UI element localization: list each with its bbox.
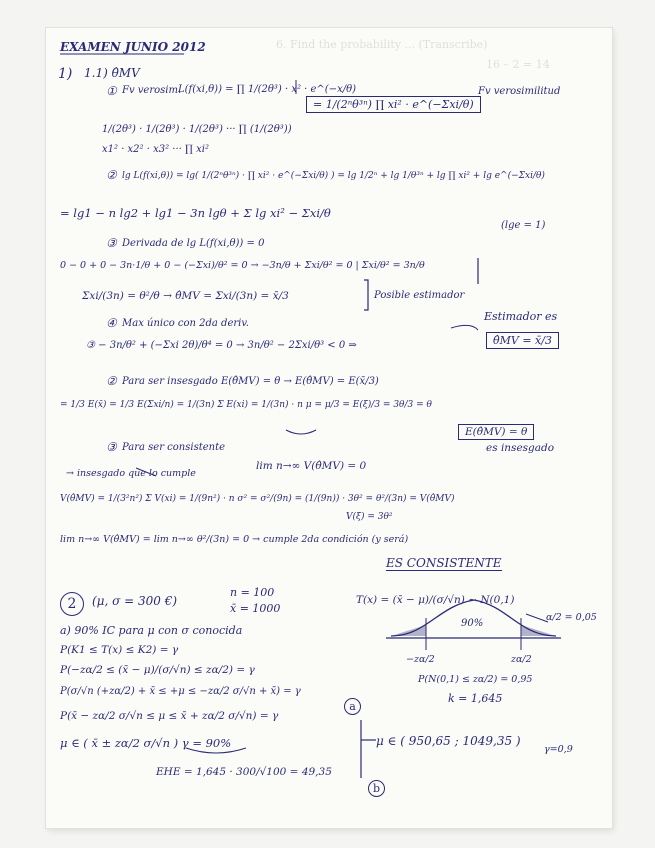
q2-result: μ ∈ ( 950,65 ; 1049,35 ): [376, 734, 521, 748]
s1-product-line: 1/(2θ³) · 1/(2θ³) · 1/(2θ³) ··· ∏ (1/(2θ³)): [102, 124, 292, 135]
part3-variance: V(θ̂MV) = 1/(3²n²) Σ V(xi) = 1/(9n²) · n σ² = σ²/(9n) = (1/(9n)) · 3θ² = θ²/(3n) = V(θ̂MV): [60, 494, 455, 504]
q2-n: n = 100: [230, 586, 275, 599]
ghost-text-right: 16 – 2 = 14: [486, 58, 550, 71]
s2-marker: ②: [106, 168, 117, 182]
s1-xs-line: x1² · x2² · x3² ··· ∏ xi²: [102, 144, 209, 155]
part2-equation: = 1/3 E(x̄) = 1/3 E(Σxi/n) = 1/(3n) Σ E(xi) = 1/(3n) · n μ = μ/3 = E(ξ)/3 = 3θ/3 = θ: [60, 400, 432, 410]
s3-estimator-label: Estimador es: [484, 310, 558, 323]
part3-conclusion: ES CONSISTENTE: [386, 556, 502, 570]
q2-eq5: μ ∈ ( x̄ ± zα/2 σ/√n ) γ = 90%: [60, 736, 232, 750]
q2-curve-label: 90%: [461, 618, 484, 629]
part3-insesgado-note: → insesgado que lo cumple: [66, 468, 196, 479]
q2-k: k = 1,645: [448, 692, 503, 705]
q2-eq2: P(−zα/2 ≤ (x̄ − μ)/(σ/√n) ≤ zα/2) = γ: [60, 664, 255, 676]
part3-title: Para ser consistente: [122, 442, 226, 453]
s2-note: (lge = 1): [501, 220, 546, 231]
part3-marker: ③: [106, 440, 117, 454]
q2-b-tag: b: [368, 780, 385, 797]
q2-eq3: P(σ/√n (+zα/2) + x̄ ≤ +μ ≤ −zα/2 σ/√n + x̄) = γ: [60, 686, 301, 697]
q2-statistic: T(x) = (x̄ − μ)/(σ/√n) ∼ N(0,1): [356, 594, 515, 606]
q2-left-z: −zα/2: [406, 654, 435, 665]
q2-alpha-note: α/2 = 0,05: [546, 612, 597, 623]
q2-a-tag: a: [344, 698, 361, 715]
s2-equation: lg L(f(xi,θ)) = lg( 1/(2ⁿθ³ⁿ) · ∏ xi² · e^(−Σxi/θ) ) = lg 1/2ⁿ + lg 1/θ³ⁿ + lg ∏ xi² + lg e^(−Σxi/θ): [122, 171, 545, 181]
q1-part-label: 1.1) θ̂MV: [84, 66, 140, 80]
q2-eq4: P(x̄ − zα/2 σ/√n ≤ μ ≤ x̄ + zα/2 σ/√n) = γ: [60, 710, 279, 722]
s1-fv-label: Fv verosim.: [122, 85, 182, 96]
s4-equation: ③ − 3n/θ² + (−Σxi 2θ)/θ⁴ = 0 → 3n/θ² − 2Σxi/θ³ < 0 ⇒: [86, 340, 357, 351]
q2-eq1: P(K1 ≤ T(x) ≤ K2) = γ: [60, 644, 179, 656]
s1-marker: ①: [106, 84, 117, 98]
s1-equation: L(f(xi,θ)) = ∏ 1/(2θ³) · x² · e^(−x/θ): [178, 84, 357, 95]
q2-right-z: zα/2: [511, 654, 532, 665]
part2-title: Para ser insesgado E(θ̂MV) = θ → E(θ̂MV) = E(x̄/3): [122, 376, 379, 387]
q2-ehe: EHE = 1,645 · 300/√100 = 49,35: [156, 766, 332, 778]
part3-limit-eval: lim n→∞ V(θ̂MV) = lim n→∞ θ²/(3n) = 0 → cumple 2da condición (y será): [60, 534, 409, 545]
ghost-text-top: 6. Find the probability ... (Transcribe): [276, 38, 488, 51]
s3-result: Σxi/(3n) = θ²/θ → θ̂MV = Σxi/(3n) = x̄/3: [82, 290, 289, 302]
s1-note: Fv verosimilitud: [478, 86, 561, 97]
s3-title: Derivada de lg L(f(xi,θ)) = 0: [122, 238, 265, 249]
part2-conclusion: es insesgado: [486, 442, 555, 454]
s3-marker: ③: [106, 236, 117, 250]
part2-boxed: E(θ̂MV) = θ: [458, 424, 534, 440]
q2-result-gamma: γ=0,9: [544, 744, 573, 755]
part2-marker: ②: [106, 374, 117, 388]
part3-limit: lim n→∞ V(θ̂MV) = 0: [256, 460, 367, 472]
s3-estimator-boxed: θ̂MV = x̄/3: [486, 332, 559, 349]
q2-pz: P(N(0,1) ≤ zα/2) = 0,95: [418, 674, 533, 685]
s1-boxed-likelihood: = 1/(2ⁿθ³ⁿ) ∏ xi² · e^(−Σxi/θ): [306, 96, 481, 113]
q1-number: 1): [58, 66, 73, 82]
exam-title: EXAMEN JUNIO 2012: [60, 40, 206, 54]
s3-equation: 0 − 0 + 0 − 3n·1/θ + 0 − (−Σxi)/θ² = 0 → −3n/θ + Σxi/θ² = 0 | Σxi/θ² = 3n/θ: [60, 260, 425, 271]
part3-var-note: V(ξ) = 3θ²: [346, 512, 393, 522]
q2-params: (μ, σ = 300 €): [92, 594, 178, 608]
s4-title: Max único con 2da deriv.: [122, 318, 249, 329]
exam-sheet: [46, 28, 612, 828]
s3-result-note: Posible estimador: [374, 290, 465, 301]
q2-number: 2: [60, 592, 84, 616]
q2-xbar: x̄ = 1000: [230, 602, 281, 615]
s2-expanded: = lg1 − n lg2 + lg1 − 3n lgθ + Σ lg xi² − Σxi/θ: [60, 206, 331, 220]
q2-a-line: a) 90% IC para μ con σ conocida: [60, 624, 243, 637]
s4-marker: ④: [106, 316, 117, 330]
